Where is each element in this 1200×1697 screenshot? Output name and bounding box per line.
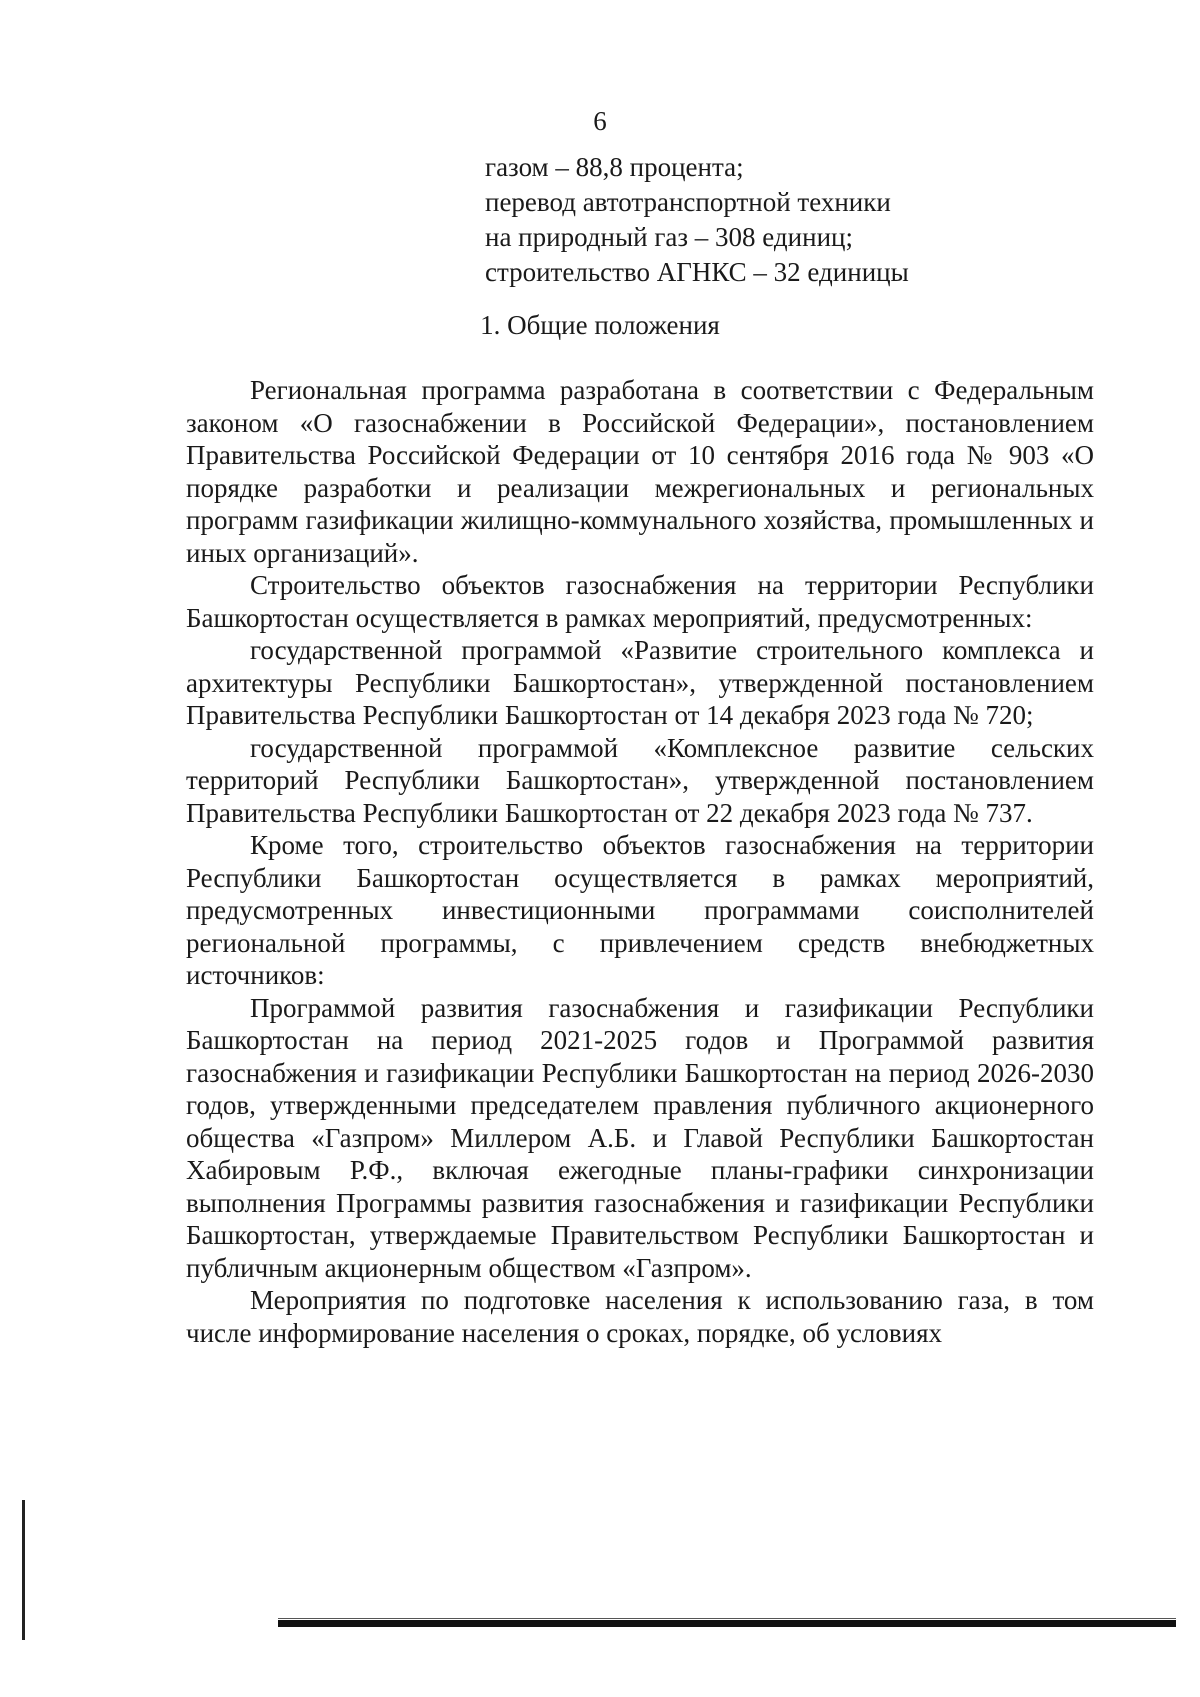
scan-edge-thin <box>278 1618 1176 1619</box>
page-number: 6 <box>593 106 607 136</box>
summary-line: газом – 88,8 процента; <box>485 152 744 182</box>
summary-line: строительство АГНКС – 32 единицы <box>485 257 909 287</box>
scan-edge-bar <box>278 1620 1176 1627</box>
paragraph: государственной программой «Комплексное развитие сельских территорий Республики Башкортостан», утвержденной постановлением Правительства Республики Башкортостан от 22 декабря 2023 года № 737. <box>186 732 1094 828</box>
paragraph: Строительство объектов газоснабжения на территории Республики Башкортостан осуществляется в рамках мероприятий, предусмотренных: <box>186 570 1094 633</box>
summary-line: на природный газ – 308 единиц; <box>485 222 853 252</box>
paragraph: Региональная программа разработана в соответствии с Федеральным законом «О газоснабжении в Российской Федерации», постановлением Правительства Российской Федерации от 10 сентября 2016 года № 903 «О порядке разработки и реализации межрегиональных и региональных программ газификации жилищно-коммунального хозяйства, промышленных и иных организаций». <box>186 375 1094 568</box>
paragraph: Кроме того, строительство объектов газоснабжения на территории Республики Башкортостан осуществляется в рамках мероприятий, предусмотренных инвестиционными программами соисполнителей региональной программы, с привлечением средств внебюджетных источников: <box>186 830 1094 990</box>
body-text <box>186 374 1094 1349</box>
section-title: 1. Общие положения <box>480 310 720 340</box>
summary-line: перевод автотранспортной техники <box>485 187 891 217</box>
paragraph: Мероприятия по подготовке населения к использованию газа, в том числе информирование населения о сроках, порядке, об условиях <box>186 1285 1094 1348</box>
scan-margin-line <box>22 1500 25 1640</box>
summary-block <box>485 150 1045 290</box>
paragraph: Программой развития газоснабжения и газификации Республики Башкортостан на период 2021-2025 годов и Программой развития газоснабжения и газификации Республики Башкортостан на период 2026-2030 годов, утвержденными председателем правления публичного акционерного общества «Газпром» Миллером А.Б. и Главой Республики Башкортостан Хабировым Р.Ф., включая ежегодные планы-графики синхронизации выполнения Программы развития газоснабжения и газификации Республики Башкортостан, утверждаемые Правительством Республики Башкортостан и публичным акционерным обществом «Газпром». <box>186 992 1094 1283</box>
paragraph: государственной программой «Развитие строительного комплекса и архитектуры Республики Башкортостан», утвержденной постановлением Правительства Республики Башкортостан от 14 декабря 2023 года № 720; <box>186 635 1094 730</box>
